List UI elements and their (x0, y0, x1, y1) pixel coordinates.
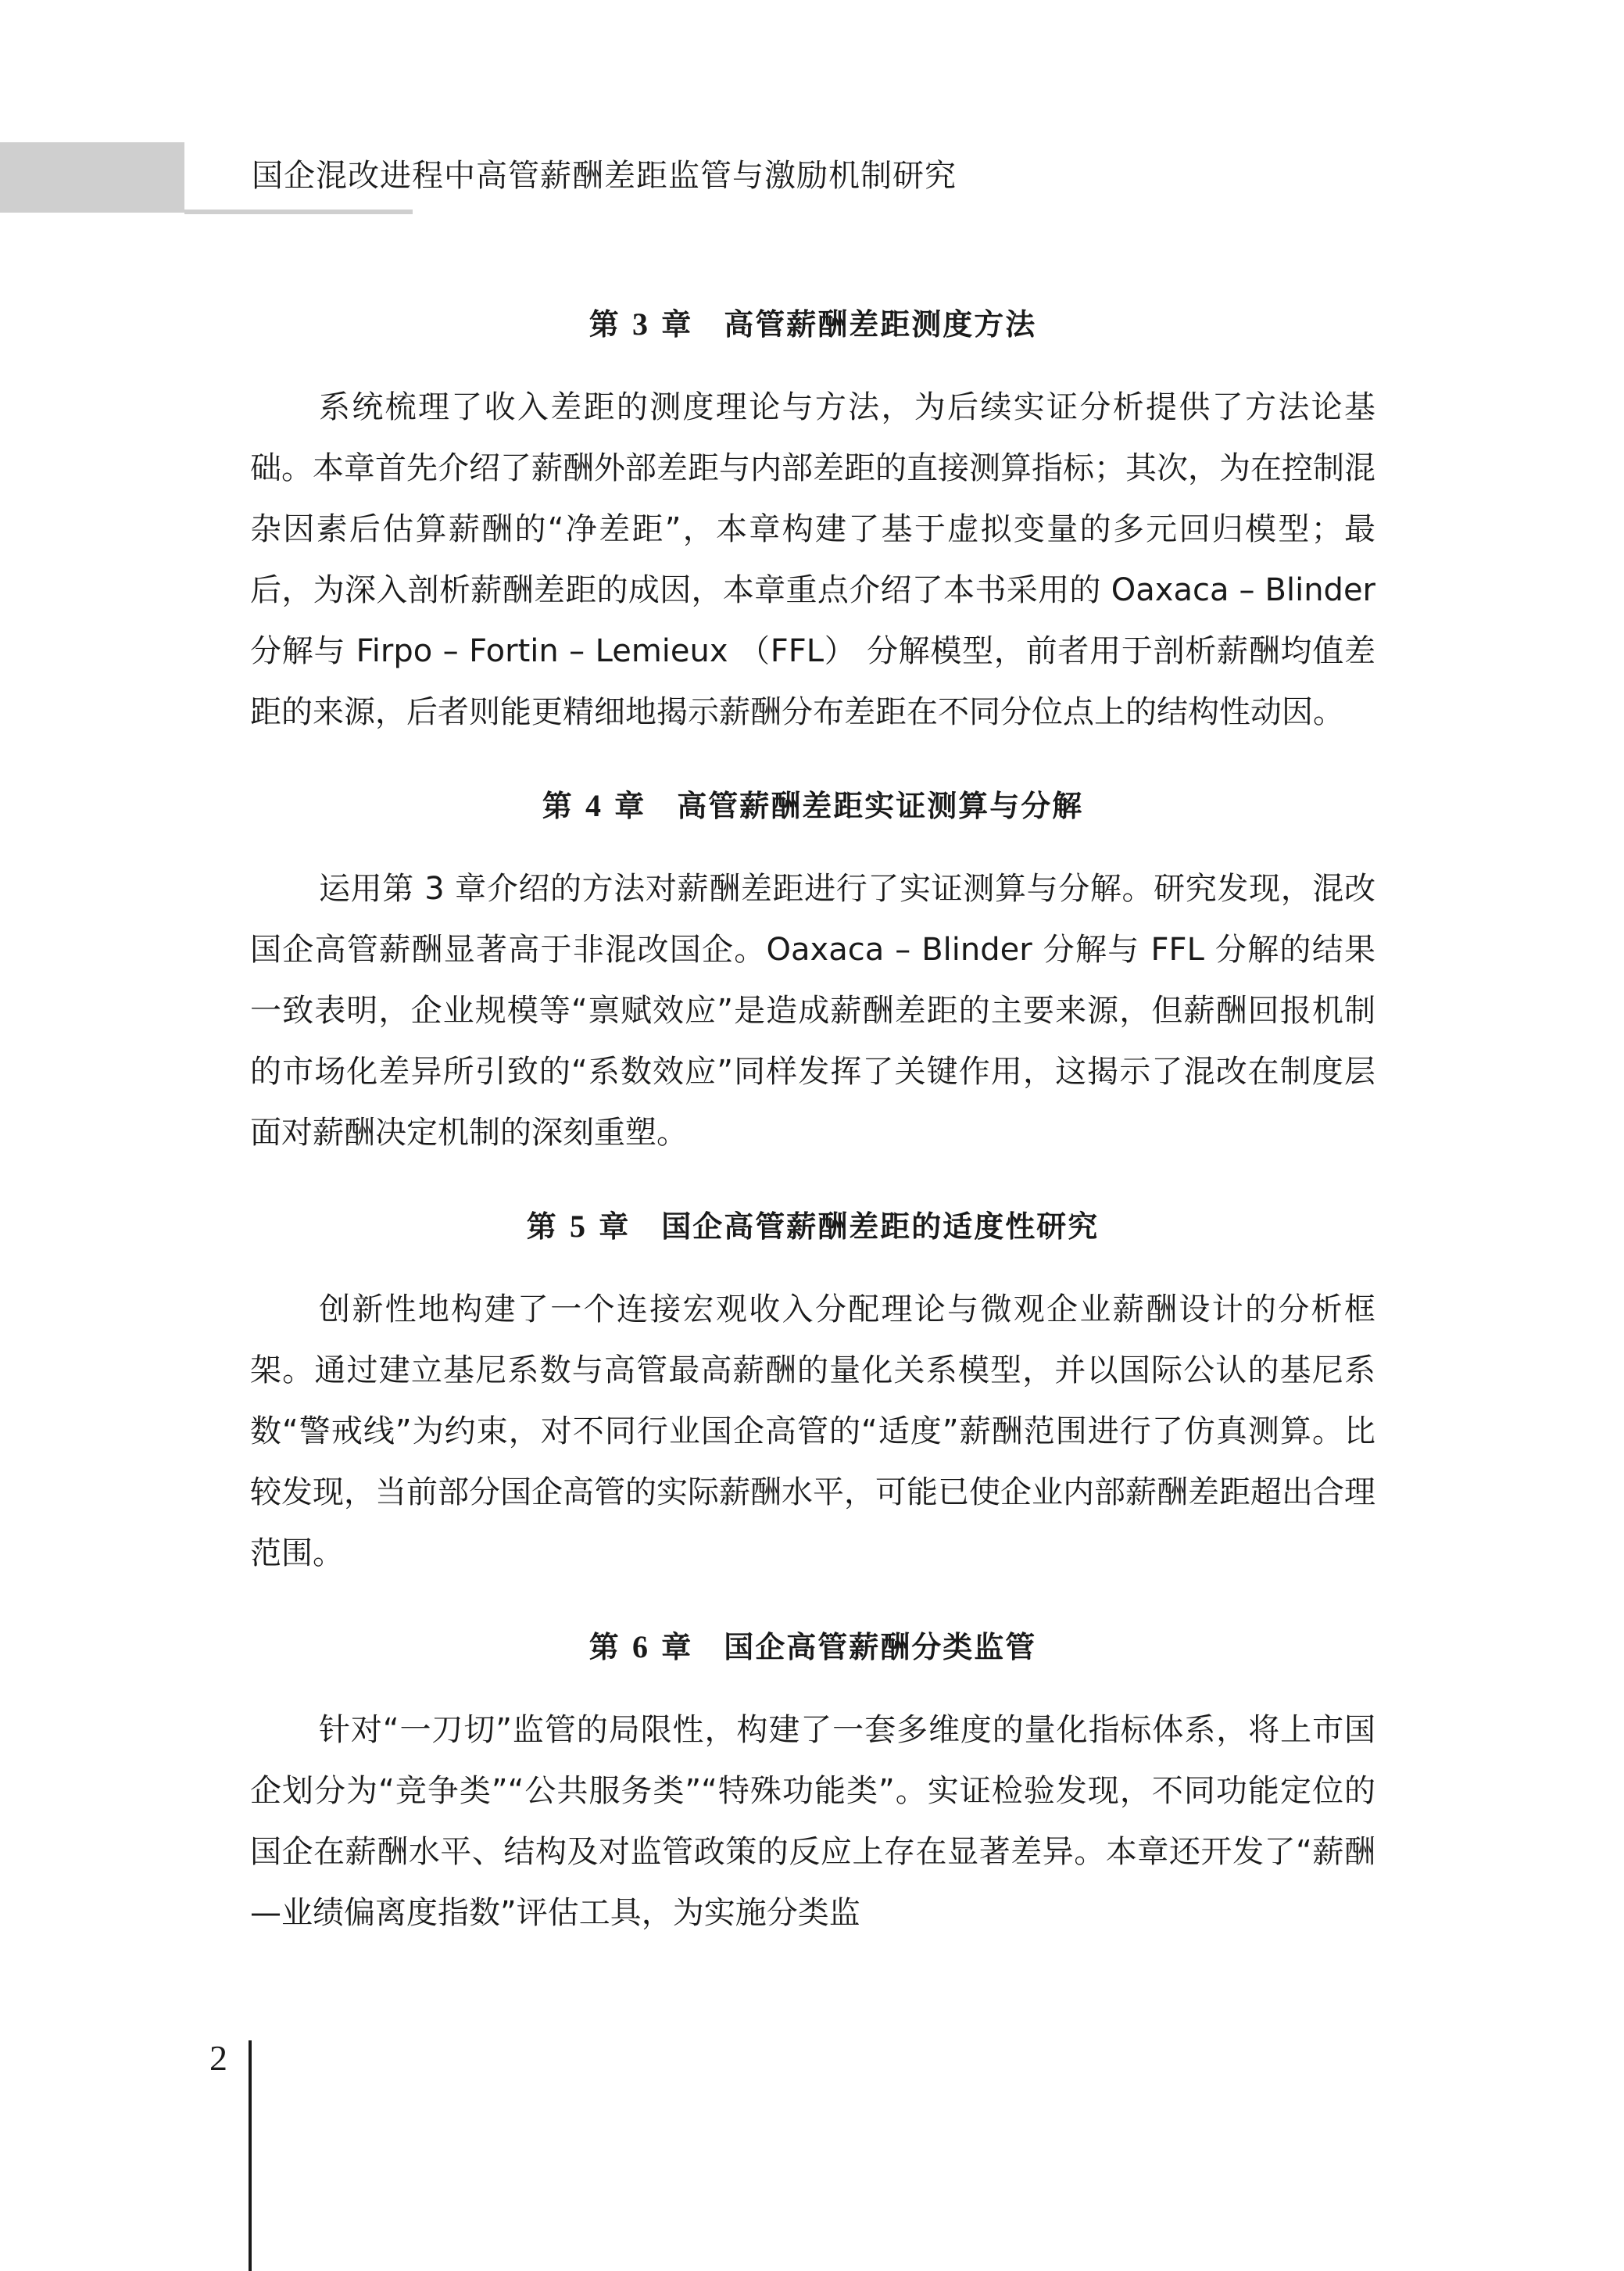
chapter-title-text: 高管薪酬差距实证测算与分解 (677, 789, 1084, 823)
chapter-summary-paragraph: 针对“一刀切”监管的局限性，构建了一套多维度的量化指标体系，将上市国企划分为“竞争类”“公共服务类”“特殊功能类”。实证检验发现，不同功能定位的国企在薪酬水平、结构及对监管政策的反应上存在显著差异。本章还开发了“薪酬—业绩偏离度指数”评估工具，为实施分类监 (250, 1712, 1375, 1931)
chapter-5-section (250, 1191, 1375, 1584)
chapter-prefix: 第 (526, 1209, 570, 1244)
chapter-heading (250, 1191, 1375, 1262)
header-rule (184, 210, 413, 214)
chapter-3-section (250, 289, 1375, 743)
chapter-6-section (250, 1612, 1375, 1943)
chapter-suffix: 章 (586, 1209, 631, 1244)
chapter-number: 3 (631, 306, 649, 342)
chapter-heading (250, 771, 1375, 841)
chapter-summary-paragraph: 创新性地构建了一个连接宏观收入分配理论与微观企业薪酬设计的分析框架。通过建立基尼系数与高管最高薪酬的量化关系模型，并以国际公认的基尼系数“警戒线”为约束，对不同行业国企高管的“适度”薪酬范围进行了仿真测算。比较发现，当前部分国企高管的实际薪酬水平，可能已使企业内部薪酬差距超出合理范围。 (250, 1291, 1375, 1571)
chapter-title-text: 国企高管薪酬分类监管 (724, 1630, 1037, 1664)
chapter-summary-paragraph: 运用第 3 章介绍的方法对薪酬差距进行了实证测算与分解。研究发现，混改国企高管薪酬显著高于非混改国企。Oaxaca – Blinder 分解与 FFL 分解的结果一致表明，企业规模等“禀赋效应”是造成薪酬差距的主要来源，但薪酬回报机制的市场化差异所引致的“系数效应”同样发挥了关键作用，这揭示了混改在制度层面对薪酬决定机制的深刻重塑。 (250, 871, 1375, 1151)
page-content (250, 289, 1375, 1972)
chapter-prefix: 第 (588, 1630, 632, 1664)
chapter-suffix: 章 (649, 1630, 693, 1664)
chapter-number: 6 (631, 1629, 649, 1664)
chapter-suffix: 章 (602, 789, 646, 823)
chapter-suffix: 章 (649, 307, 693, 342)
running-header-title: 国企混改进程中高管薪酬差距监管与激励机制研究 (184, 142, 1122, 210)
chapter-title-text: 国企高管薪酬差距的适度性研究 (661, 1209, 1100, 1244)
chapter-number: 4 (585, 788, 603, 823)
chapter-4-section (250, 771, 1375, 1163)
chapter-title-text: 高管薪酬差距测度方法 (724, 307, 1037, 342)
chapter-heading (250, 1612, 1375, 1682)
chapter-number: 5 (569, 1209, 587, 1244)
chapter-prefix: 第 (542, 789, 585, 823)
chapter-heading (250, 289, 1375, 360)
page-number: 2 (209, 2038, 227, 2078)
chapter-summary-paragraph: 系统梳理了收入差距的测度理论与方法，为后续实证分析提供了方法论基础。本章首先介绍了薪酬外部差距与内部差距的直接测算指标；其次，为在控制混杂因素后估算薪酬的“净差距”，本章构建了基于虚拟变量的多元回归模型；最后，为深入剖析薪酬差距的成因，本章重点介绍了本书采用的 Oaxaca – Blinder 分解与 Firpo – Fortin – Lemieux （FFL） 分解模型，前者用于剖析薪酬均值差距的来源，后者则能更精细地揭示薪酬分布差距在不同分位点上的结构性动因。 (250, 389, 1375, 730)
page-number-rule (249, 2040, 252, 2271)
chapter-prefix: 第 (588, 307, 632, 342)
